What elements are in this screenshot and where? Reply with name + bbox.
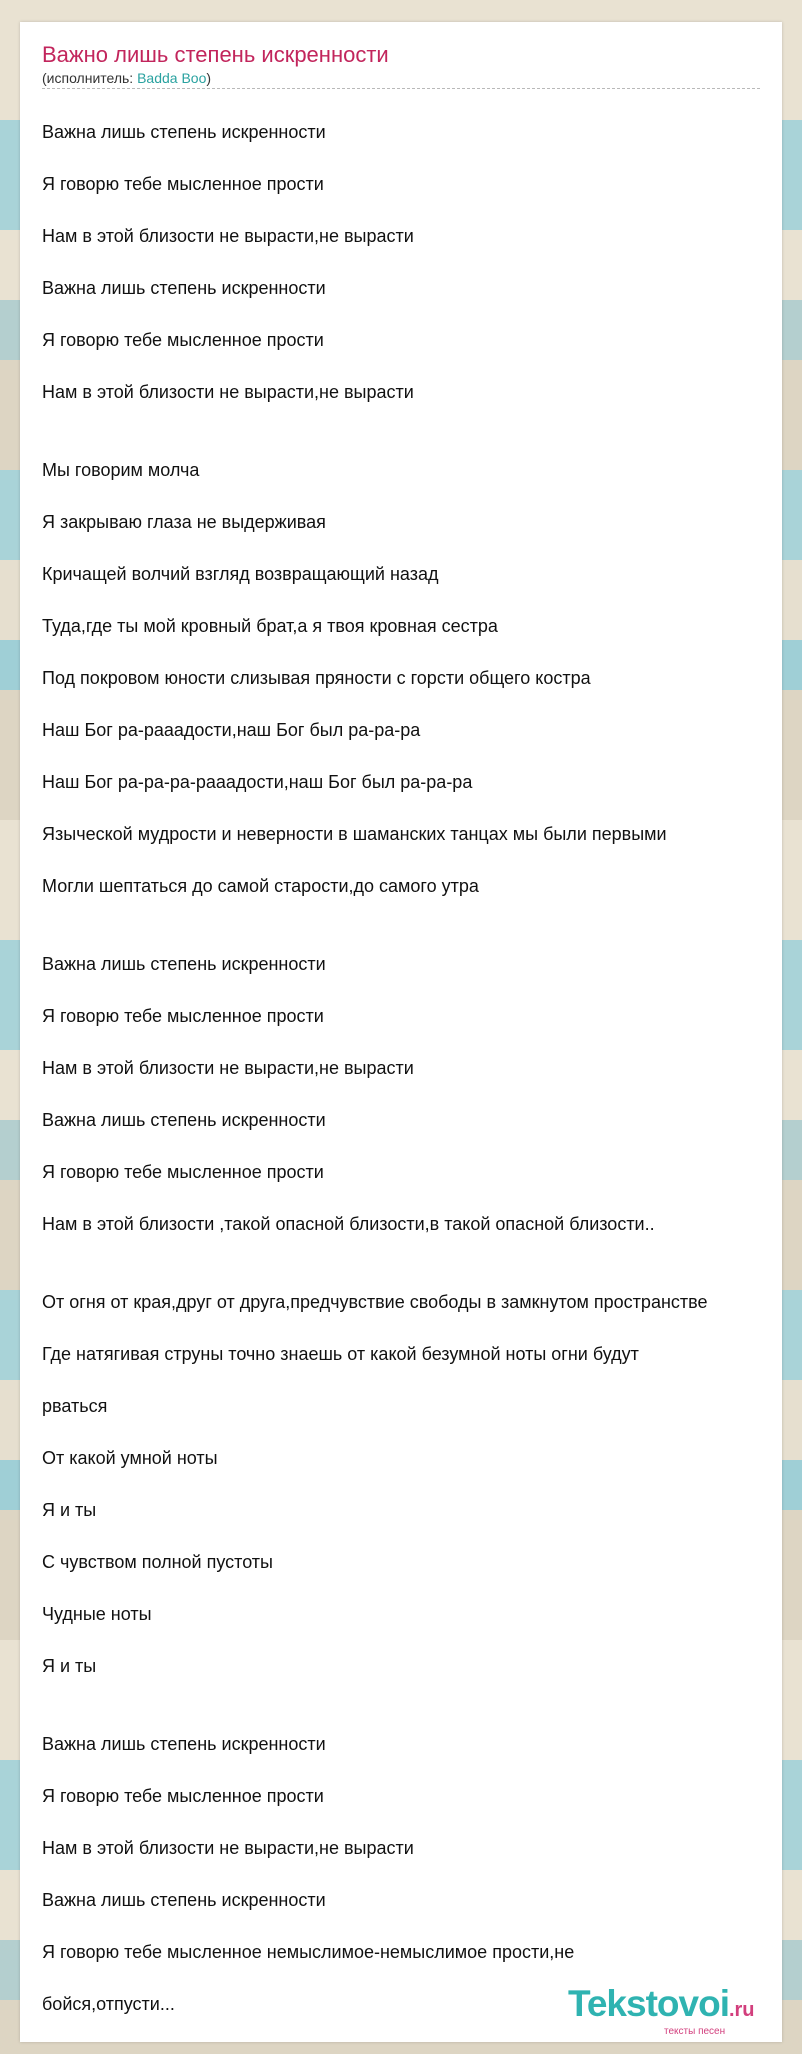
lyric-line: Важна лишь степень искренности [42,122,326,142]
lyric-line: Важна лишь степень искренности [42,1734,326,1754]
lyric-line: Языческой мудрости и неверности в шаманских танцах мы были первыми [42,824,667,844]
byline-prefix: (исполнитель: [42,70,138,86]
lyric-line: Я говорю тебе мысленное прости [42,1162,324,1182]
stanza-gap [42,1250,782,1276]
song-title: Важно лишь степень искренности [42,42,389,67]
lyric-line: Мы говорим молча [42,460,200,480]
artist-link[interactable]: Badda Boo [137,70,207,86]
lyric-line: Важна лишь степень искренности [42,1110,326,1130]
lyric-line: Могли шептаться до самой старости,до самого утра [42,876,479,896]
lyric-line: Под покровом юности слизывая пряности с горсти общего костра [42,668,591,688]
lyric-line: рваться [42,1396,108,1416]
lyric-line: Нам в этой близости не вырасти,не вырасти [42,1838,414,1858]
lyric-line: Наш Бог ра-рааадости,наш Бог был ра-ра-ра [42,720,421,740]
lyrics-body [42,106,782,2030]
lyric-line: Нам в этой близости не вырасти,не вырасти [42,226,414,246]
lyric-line: Нам в этой близости не вырасти,не вырасти [42,382,414,402]
logo-wordmark [568,1984,778,2030]
artist-byline [42,70,760,89]
stanza-gap [42,912,782,938]
lyric-line: Где натягивая струны точно знаешь от какой безумной ноты огни будут [42,1344,639,1364]
lyric-line: Я говорю тебе мысленное немыслимое-немыслимое прости,не [42,1942,575,1962]
logo-tld: .ru [728,1999,755,2021]
song-header [42,42,780,89]
lyric-line: Важна лишь степень искренности [42,1890,326,1910]
site-logo[interactable] [568,1984,778,2037]
lyric-line: бойся,отпусти... [42,1994,175,2014]
stanza-gap [42,418,782,444]
lyric-line: Важна лишь степень искренности [42,278,326,298]
lyric-line: Я говорю тебе мысленное прости [42,174,324,194]
lyric-line: От огня от края,друг от друга,предчувствие свободы в замкнутом пространстве [42,1292,708,1312]
lyric-line: Я говорю тебе мысленное прости [42,1006,324,1026]
lyric-line: Наш Бог ра-ра-ра-рааадости,наш Бог был ра-ра-ра [42,772,473,792]
logo-name: Tekstovoi [568,1983,729,2024]
lyric-line: Я говорю тебе мысленное прости [42,1786,324,1806]
lyric-line: Я говорю тебе мысленное прости [42,330,324,350]
lyric-line: С чувством полной пустоты [42,1552,273,1572]
lyric-line: Я и ты [42,1656,97,1676]
lyric-line: Кричащей волчий взгляд возвращающий назад [42,564,439,584]
lyric-line: Важна лишь степень искренности [42,954,326,974]
stanza-gap [42,1692,782,1718]
logo-tagline: тексты песен [664,2026,726,2037]
lyrics-page [20,22,782,2042]
lyric-line: От какой умной ноты [42,1448,218,1468]
lyric-line: Я и ты [42,1500,97,1520]
lyric-line: Я закрываю глаза не выдерживая [42,512,326,532]
lyric-line: Нам в этой близости ,такой опасной близости,в такой опасной близости.. [42,1214,655,1234]
lyric-line: Туда,где ты мой кровный брат,а я твоя кровная сестра [42,616,498,636]
lyric-line: Чудные ноты [42,1604,152,1624]
lyric-line: Нам в этой близости не вырасти,не вырасти [42,1058,414,1078]
byline-suffix: ) [206,70,212,86]
